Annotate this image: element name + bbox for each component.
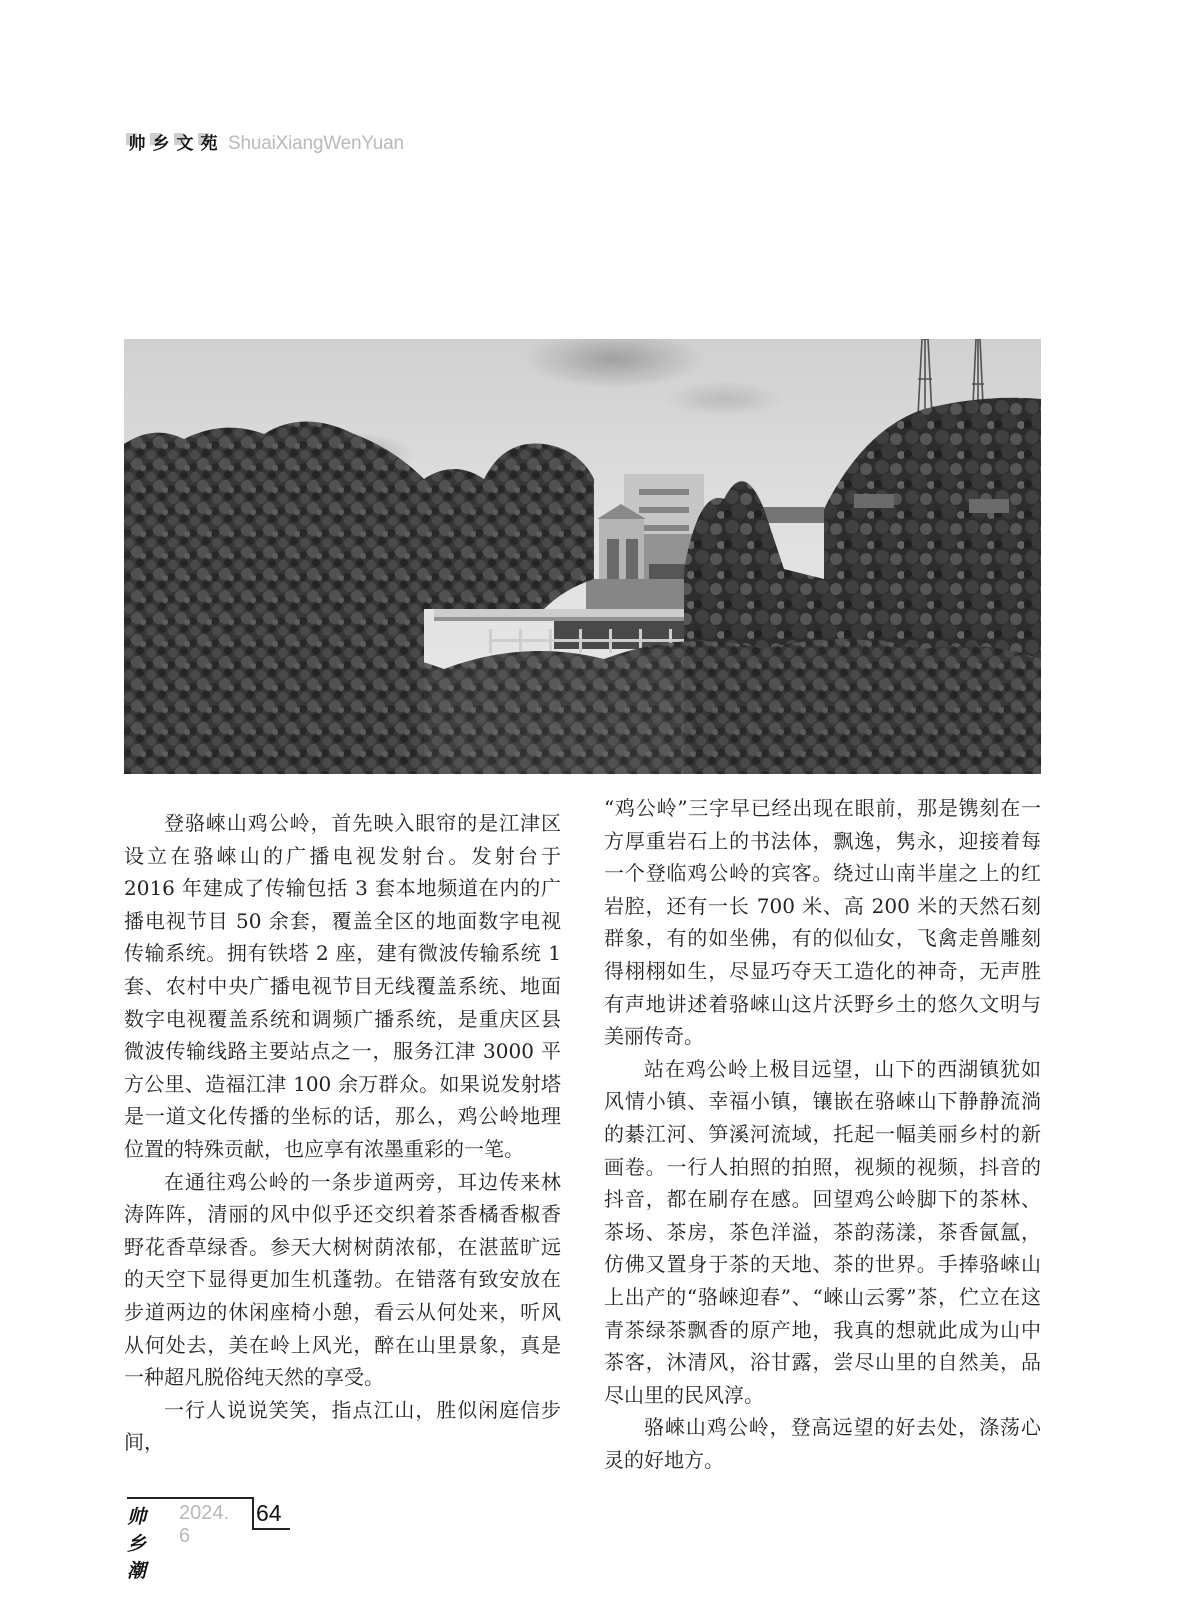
section-title-char: 苑 (198, 133, 220, 155)
page-number: 64 (256, 1500, 282, 1526)
article-column-right (604, 792, 1041, 1476)
footer-rule-vertical (252, 1497, 254, 1529)
article-column-left (124, 807, 561, 1459)
article-paragraph: 骆崍山鸡公岭，登高远望的好去处，涤荡心灵的好地方。 (604, 1415, 1041, 1472)
magazine-logo: 帅乡潮 (127, 1506, 146, 1582)
section-title-char: 乡 (150, 133, 172, 155)
section-title-latin: ShuaiXiangWenYuan (228, 133, 404, 154)
footer-rule-bottom (252, 1528, 290, 1530)
article-paragraph: 站在鸡公岭上极目远望，山下的西湖镇犹如风情小镇、幸福小镇，镶嵌在骆崍山下静静流淌的綦江河、笋溪河流域，托起一幅美丽乡村的新画卷。一行人拍照的拍照，视频的视频，抖音的抖音，都在刷存在感。回望鸡公岭脚下的茶林、茶场、茶房，茶色洋溢，茶韵荡漾，茶香氤氲，仿佛又置身于茶的天地、茶的世界。手捧骆崍山上出产的“骆崍迎春”、“崍山云雾”茶，伫立在这青茶绿茶飘香的原产地，我真的想就此成为山中茶客，沐清风，浴甘露，尝尽山里的自然美，品尽山里的民风淳。 (604, 1056, 1041, 1407)
section-header (126, 131, 404, 157)
section-title-char: 帅 (126, 133, 148, 155)
footer-rule-top (127, 1497, 252, 1499)
article-paragraph: 在通往鸡公岭的一条步道两旁，耳边传来林涛阵阵，清丽的风中似乎还交织着茶香橘香椒香野花香草绿香。参天大树树荫浓郁，在湛蓝旷远的天空下显得更加生机蓬勃。在错落有致安放在步道两边的休闲座椅小憩，看云从何处来，听风从何处去，美在岭上风光，醉在山里景象，真是一种超凡脱俗纯天然的享受。 (124, 1169, 561, 1390)
article-paragraph: 一行人说说笑笑，指点江山，胜似闲庭信步间， (124, 1397, 561, 1455)
section-title-char: 文 (174, 133, 196, 155)
article-paragraph-continued: “鸡公岭”三字早已经出现在眼前，那是镌刻在一方厚重岩石上的书法体，飘逸，隽永，迎接着每一个登临鸡公岭的宾客。绕过山南半崖之上的红岩腔，还有一长 700 米、高 200 米的天然石刻群象，有的如坐佛，有的似仙女，飞禽走兽雕刻得栩栩如生，尽显巧夺天工造化的神奇，无声胜有声地讲述着骆崍山这片沃野乡土的悠久文明与美丽传奇。 (604, 796, 1041, 1049)
article-photo (124, 339, 1041, 774)
article-paragraph: 登骆崍山鸡公岭，首先映入眼帘的是江津区设立在骆崍山的广播电视发射台。发射台于 2016 年建成了传输包括 3 套本地频道在内的广播电视节目 50 余套，覆盖全区的地面数字电视传输系统。拥有铁塔 2 座，建有微波传输系统 1 套、农村中央广播电视节目无线覆盖系统、地面数字电视覆盖系统和调频广播系统，是重庆区县微波传输线路主要站点之一，服务江津 3000 平方公里、造福江津 100 余万群众。如果说发射塔是一道文化传播的坐标的话，那么，鸡公岭地理位置的特殊贡献，也应享有浓墨重彩的一笔。 (124, 811, 561, 1161)
section-title (126, 133, 220, 155)
issue-date: 2024. 6 (179, 1502, 230, 1547)
